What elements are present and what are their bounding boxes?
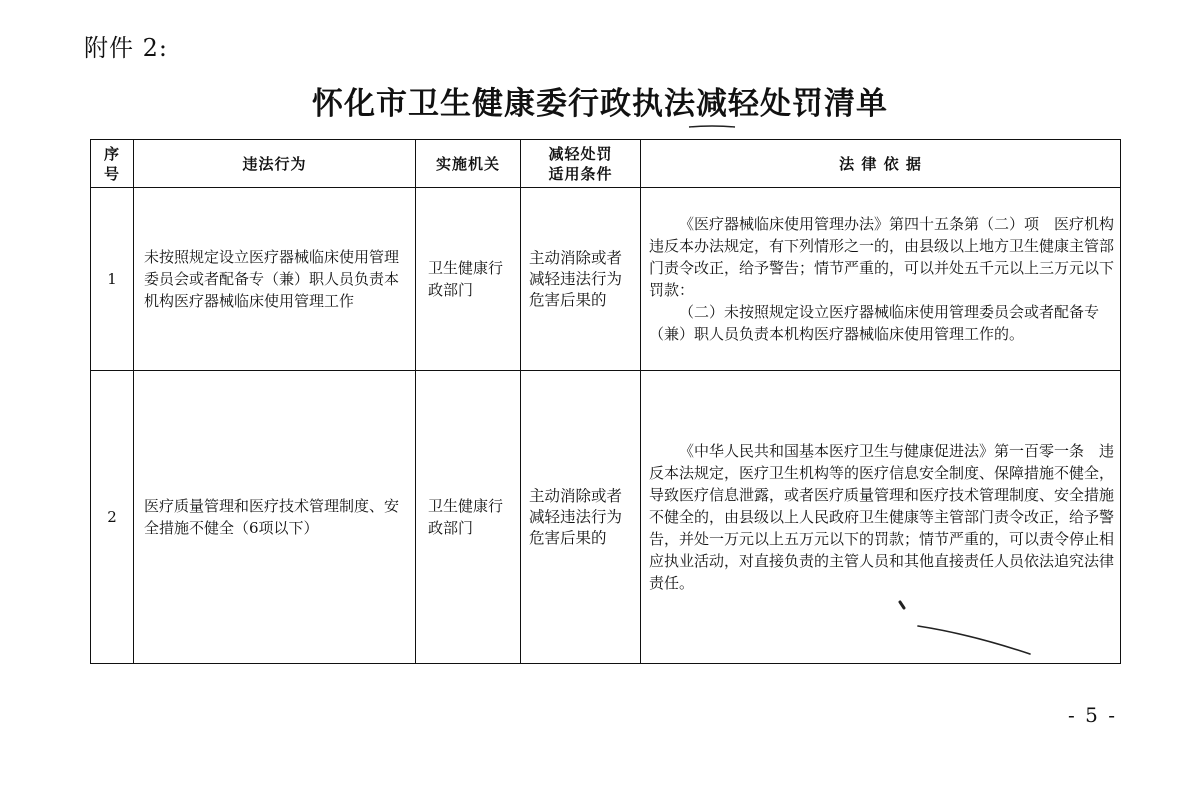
row-basis bbox=[641, 371, 1121, 664]
header-agency: 实施机关 bbox=[416, 140, 521, 188]
row-seq: 2 bbox=[91, 371, 134, 664]
basis-main-text: 《医疗器械临床使用管理办法》第四十五条第（二）项 医疗机构违反本办法规定，有下列情形之一的，由县级以上地方卫生健康主管部门责令改正，给予警告；情节严重的，可以并处五千元以上三万元以下罚款： bbox=[649, 215, 1115, 299]
page-number: - 5 - bbox=[1068, 703, 1117, 727]
basis-main-text: 《中华人民共和国基本医疗卫生与健康促进法》第一百零一条 违反本法规定，医疗卫生机构等的医疗信息安全制度、保障措施不健全，导致医疗信息泄露，或者医疗质量管理和医疗技术管理制度、安全措施不健全的，由县级以上人民政府卫生健康等主管部门责令改正，给予警告，并处一万元以上五万元以下的罚款；情节严重的，可以责令停止相应执业活动，对直接负责的主管人员和其他直接责任人员依法追究法律责任。 bbox=[649, 442, 1115, 592]
attachment-label: 附件 2: bbox=[84, 34, 168, 62]
row-seq: 1 bbox=[91, 188, 134, 371]
row-agency: 卫生健康行政部门 bbox=[416, 371, 521, 664]
row-condition: 主动消除或者减轻违法行为危害后果的 bbox=[521, 188, 641, 371]
table-header-row bbox=[91, 140, 1121, 188]
row-behavior: 医疗质量管理和医疗技术管理制度、安全措施不健全（6项以下） bbox=[134, 371, 416, 664]
handwritten-pen-stroke bbox=[890, 596, 1040, 658]
penalty-list-table bbox=[90, 139, 1121, 664]
basis-item-text: （二）未按照规定设立医疗器械临床使用管理委员会或者配备专（兼）职人员负责本机构医疗器械临床使用管理工作的。 bbox=[649, 303, 1100, 343]
header-condition: 减轻处罚适用条件 bbox=[521, 140, 641, 188]
handwritten-underline bbox=[688, 124, 736, 129]
row-behavior: 未按照规定设立医疗器械临床使用管理委员会或者配备专（兼）职人员负责本机构医疗器械临床使用管理工作 bbox=[134, 188, 416, 371]
document-title: 怀化市卫生健康委行政执法减轻处罚清单 bbox=[312, 86, 888, 122]
row-basis bbox=[641, 188, 1121, 371]
row-agency: 卫生健康行政部门 bbox=[416, 188, 521, 371]
header-seq: 序号 bbox=[91, 140, 134, 188]
table-row bbox=[91, 188, 1121, 371]
header-behavior: 违法行为 bbox=[134, 140, 416, 188]
header-basis: 法 律 依 据 bbox=[641, 140, 1121, 188]
row-condition: 主动消除或者减轻违法行为危害后果的 bbox=[521, 371, 641, 664]
